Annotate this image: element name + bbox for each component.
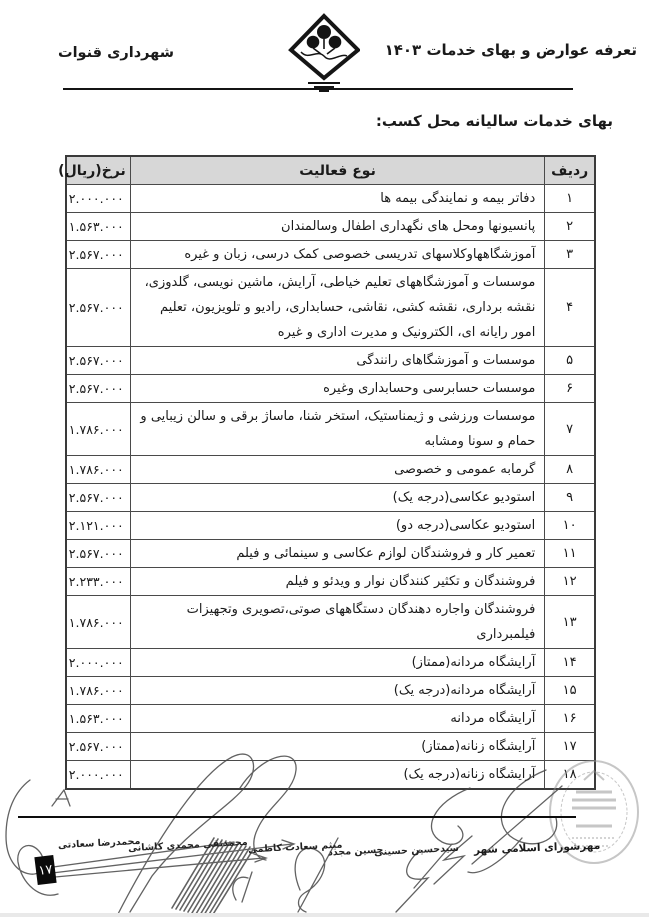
row-number: ۵	[545, 347, 595, 375]
table-row	[66, 649, 595, 677]
activity-cell: دفاتر بیمه و نمایندگی بیمه ها	[130, 185, 545, 213]
row-number: ۱۷	[545, 733, 595, 761]
row-number: ۸	[545, 456, 595, 484]
activity-cell: گرمابه عمومی و خصوصی	[130, 456, 545, 484]
row-number: ۱۶	[545, 705, 595, 733]
municipality-emblem-icon	[288, 13, 360, 95]
signatory-name: سیدحسین حسینی	[373, 842, 460, 859]
signatory-name: میثم سعادت کاظمی	[247, 839, 343, 856]
activity-cell: آموزشگاههاوکلاسهای تدریسی خصوصی کمک درسی، زبان و غیره	[130, 241, 545, 269]
table-row	[66, 403, 595, 456]
table-row	[66, 677, 595, 705]
activity-cell: آرایشگاه زنانه(درجه یک)	[130, 761, 545, 790]
row-number: ۱۳	[545, 596, 595, 649]
activity-cell: استودیو عکاسی(درجه یک)	[130, 484, 545, 512]
table-row	[66, 484, 595, 512]
rate-cell: ۲.۱۲۱.۰۰۰	[66, 512, 130, 540]
footer-divider	[18, 816, 576, 818]
rate-cell: ۱.۵۶۳.۰۰۰	[66, 705, 130, 733]
row-number: ۱۲	[545, 568, 595, 596]
tariff-table	[58, 155, 596, 790]
row-number: ۷	[545, 403, 595, 456]
table-row	[66, 347, 595, 375]
row-number: ۲	[545, 213, 595, 241]
rate-cell: ۲.۰۰۰.۰۰۰	[66, 761, 130, 790]
activity-cell: موسسات ورزشی و ژیمناستیک، استخر شنا، ماساژ برقی و سالن زیبایی و حمام و سونا ومشابه	[130, 403, 545, 456]
rate-cell: ۱.۷۸۶.۰۰۰	[66, 677, 130, 705]
table-row	[66, 185, 595, 213]
activity-cell: موسسات و آموزشگاههای تعلیم خیاطی، آرایش، ماشین نویسی، گلدوزی، نقشه برداری، نقشه کشی، نقاشی، حسابداری، رادیو و تلویزیون، تعلیم امور رایانه ای، الکترونیک و مدیرت اداری و غیره	[130, 269, 545, 347]
rate-cell: ۱.۷۸۶.۰۰۰	[66, 596, 130, 649]
row-number: ۶	[545, 375, 595, 403]
row-number: ۱۸	[545, 761, 595, 790]
activity-cell: آرایشگاه مردانه(ممتاز)	[130, 649, 545, 677]
section-title: بهای خدمات سالیانه محل کسب:	[375, 112, 613, 130]
rate-cell: ۲.۵۶۷.۰۰۰	[66, 347, 130, 375]
table-header-row	[66, 156, 595, 185]
row-number: ۹	[545, 484, 595, 512]
activity-cell: استودیو عکاسی(درجه دو)	[130, 512, 545, 540]
table-row	[66, 213, 595, 241]
signatory-name: حسین مجدد	[327, 844, 384, 859]
activity-cell: موسسات و آموزشگاهای رانندگی	[130, 347, 545, 375]
municipality-name: شهرداری قنوات	[58, 45, 174, 61]
row-number: ۱۰	[545, 512, 595, 540]
rate-cell: ۱.۷۸۶.۰۰۰	[66, 403, 130, 456]
rate-cell: ۲.۵۶۷.۰۰۰	[66, 733, 130, 761]
rate-cell: ۲.۵۶۷.۰۰۰	[66, 375, 130, 403]
table-row	[66, 241, 595, 269]
tariff-table-body	[66, 185, 595, 790]
activity-cell: فروشندگان واجاره دهندگان دستگاههای صوتی،تصویری وتجهیزات فیلمبرداری	[130, 596, 545, 649]
table-row	[66, 512, 595, 540]
table-row	[66, 761, 595, 790]
row-number: ۳	[545, 241, 595, 269]
rate-cell: ۲.۰۰۰.۰۰۰	[66, 185, 130, 213]
rate-cell: ۲.۵۶۷.۰۰۰	[66, 540, 130, 568]
table-row	[66, 705, 595, 733]
table-row	[66, 375, 595, 403]
rate-cell: ۱.۷۸۶.۰۰۰	[66, 456, 130, 484]
row-number: ۴	[545, 269, 595, 347]
header-divider	[63, 88, 573, 90]
activity-cell: موسسات حسابرسی وحسابداری وغیره	[130, 375, 545, 403]
rate-cell: ۲.۵۶۷.۰۰۰	[66, 241, 130, 269]
activity-cell: آرایشگاه زنانه(ممتاز)	[130, 733, 545, 761]
table-row	[66, 269, 595, 347]
table-row	[66, 568, 595, 596]
activity-cell: آرایشگاه مردانه(درجه یک)	[130, 677, 545, 705]
signatory-name: محمدرضا سعادتی	[57, 835, 141, 852]
row-number: ۱۵	[545, 677, 595, 705]
activity-cell: پانسیونها ومحل های نگهداری اطفال وسالمندان	[130, 213, 545, 241]
column-header-row-no: ردیف	[545, 156, 595, 185]
page-number-badge: ۱۷	[34, 855, 56, 885]
rate-cell: ۲.۵۶۷.۰۰۰	[66, 484, 130, 512]
council-seal-label: مهرشورای اسلامی شهر	[473, 839, 601, 857]
column-header-activity: نوع فعالیت	[130, 156, 545, 185]
row-number: ۱۴	[545, 649, 595, 677]
table-row	[66, 596, 595, 649]
table-row	[66, 540, 595, 568]
activity-cell: آرایشگاه مردانه	[130, 705, 545, 733]
row-number: ۱۱	[545, 540, 595, 568]
activity-cell: فروشندگان و تکثیر کنندگان نوار و ویدئو و فیلم	[130, 568, 545, 596]
signatory-name: محمدتقی محمدی کاشانی	[127, 836, 248, 855]
table-row	[66, 456, 595, 484]
document-header-title: تعرفه عوارض و بهای خدمات ۱۴۰۳	[384, 41, 637, 59]
rate-cell: ۲.۵۶۷.۰۰۰	[66, 269, 130, 347]
scan-edge-artifact	[0, 913, 649, 917]
rate-cell: ۲.۲۳۳.۰۰۰	[66, 568, 130, 596]
rate-cell: ۲.۰۰۰.۰۰۰	[66, 649, 130, 677]
rate-cell: ۱.۵۶۳.۰۰۰	[66, 213, 130, 241]
column-header-rate: نرخ(ریال)	[66, 156, 130, 185]
row-number: ۱	[545, 185, 595, 213]
table-row	[66, 733, 595, 761]
activity-cell: تعمیر کار و فروشندگان لوازم عکاسی و سینمائی و فیلم	[130, 540, 545, 568]
